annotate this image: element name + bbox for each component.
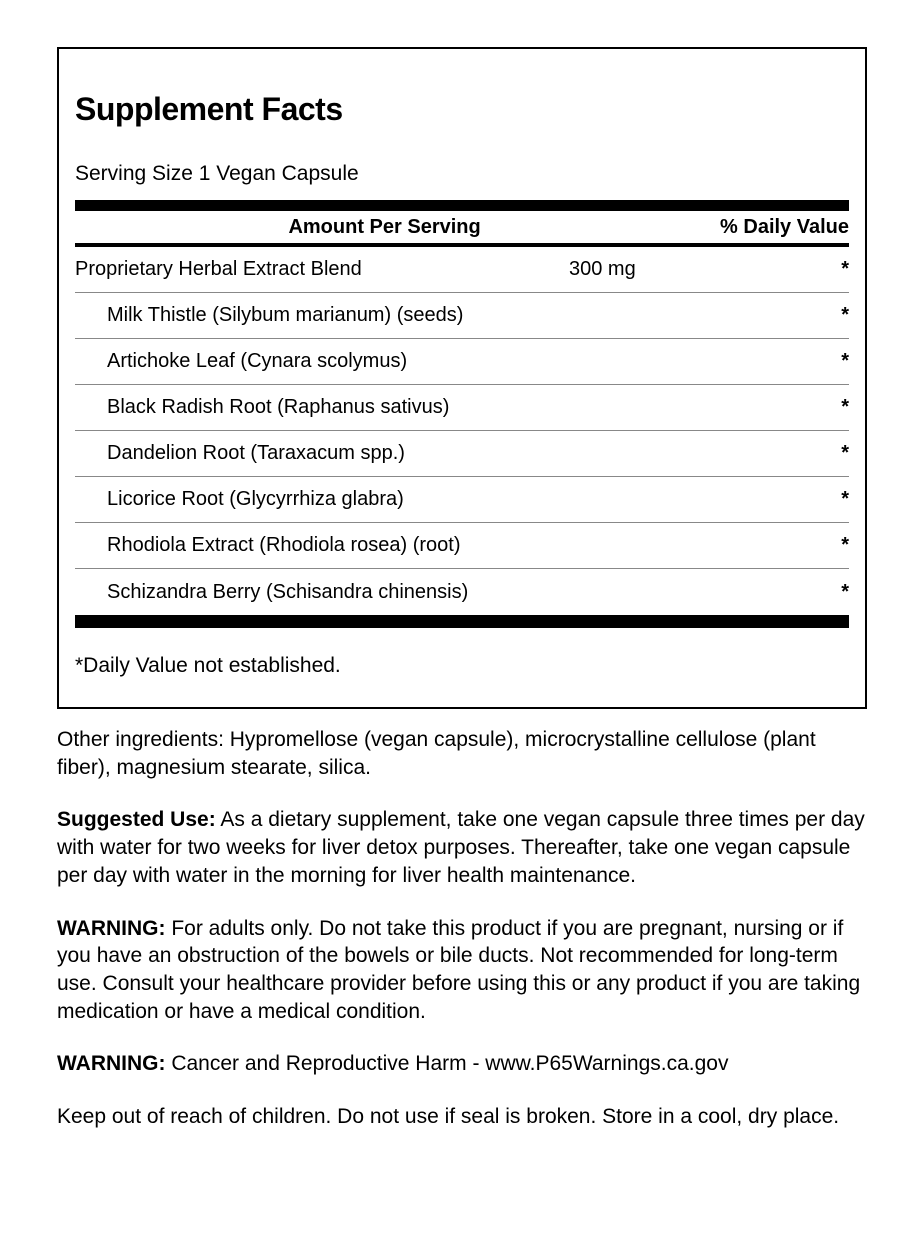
ingredient-name: Schizandra Berry (Schisandra chinensis) — [107, 580, 469, 603]
prop65-warning-text: Cancer and Reproductive Harm - www.P65Warnings.ca.gov — [165, 1052, 729, 1076]
table-row — [75, 247, 849, 293]
prop65-warning-paragraph — [57, 1050, 867, 1078]
table-header-row — [75, 211, 849, 247]
ingredient-name: Black Radish Root (Raphanus sativus) — [107, 396, 450, 418]
daily-value-cell: * — [841, 396, 849, 418]
label-text-block — [57, 726, 867, 1156]
ingredient-name: Dandelion Root (Taraxacum spp.) — [107, 442, 405, 464]
suggested-use-paragraph — [57, 806, 867, 889]
table-row — [75, 431, 849, 477]
suggested-use-text: As a dietary supplement, take one vegan capsule three times per day with water for two weeks for liver detox purposes. Thereafter, take one vegan capsule per day with water in the morning for liver health maintenance. — [57, 808, 865, 887]
header-amount-per-serving: Amount Per Serving — [288, 216, 481, 238]
ingredient-name: Licorice Root (Glycyrrhiza glabra) — [107, 488, 404, 510]
table-row — [75, 523, 849, 569]
daily-value-cell: * — [841, 258, 849, 280]
ingredient-name: Rhodiola Extract (Rhodiola rosea) (root) — [107, 534, 461, 556]
warning-paragraph — [57, 915, 867, 1026]
table-row — [75, 339, 849, 385]
daily-value-footnote: *Daily Value not established. — [75, 654, 341, 677]
storage-paragraph — [57, 1103, 867, 1131]
storage-text: Keep out of reach of children. Do not use if seal is broken. Store in a cool, dry place. — [57, 1105, 840, 1129]
daily-value-cell: * — [841, 488, 849, 510]
serving-size: Serving Size 1 Vegan Capsule — [75, 162, 359, 185]
warning-lead: WARNING: — [57, 916, 166, 940]
header-daily-value: % Daily Value — [720, 216, 849, 238]
ingredient-amount: 300 mg — [569, 258, 636, 280]
table-row — [75, 385, 849, 431]
ingredient-name: Proprietary Herbal Extract Blend — [75, 258, 362, 280]
ingredient-name: Artichoke Leaf (Cynara scolymus) — [107, 350, 408, 372]
daily-value-cell: * — [841, 442, 849, 464]
suggested-use-lead: Suggested Use: — [57, 808, 216, 832]
ingredient-name: Milk Thistle (Silybum marianum) (seeds) — [107, 304, 464, 326]
table-row — [75, 477, 849, 523]
supplement-facts-panel — [57, 47, 867, 709]
daily-value-cell: * — [841, 580, 849, 603]
warning-text: For adults only. Do not take this product if you are pregnant, nursing or if you have an obstruction of the bowels or bile ducts. Not recommended for long-term use. Consult your healthcare provider before using this or any product if you are taking medication or have a medical condition. — [57, 916, 861, 1023]
divider-bar-bottom — [75, 615, 849, 628]
divider-bar-top — [75, 200, 849, 211]
panel-title: Supplement Facts — [75, 91, 343, 127]
ingredient-table — [75, 247, 849, 615]
table-row — [75, 293, 849, 339]
other-ingredients-paragraph — [57, 726, 867, 781]
daily-value-cell: * — [841, 350, 849, 372]
daily-value-cell: * — [841, 534, 849, 556]
prop65-warning-lead: WARNING: — [57, 1052, 166, 1076]
other-ingredients-text: Other ingredients: Hypromellose (vegan capsule), microcrystalline cellulose (plant fiber), magnesium stearate, silica. — [57, 728, 816, 779]
daily-value-cell: * — [841, 304, 849, 326]
table-row — [75, 569, 849, 615]
